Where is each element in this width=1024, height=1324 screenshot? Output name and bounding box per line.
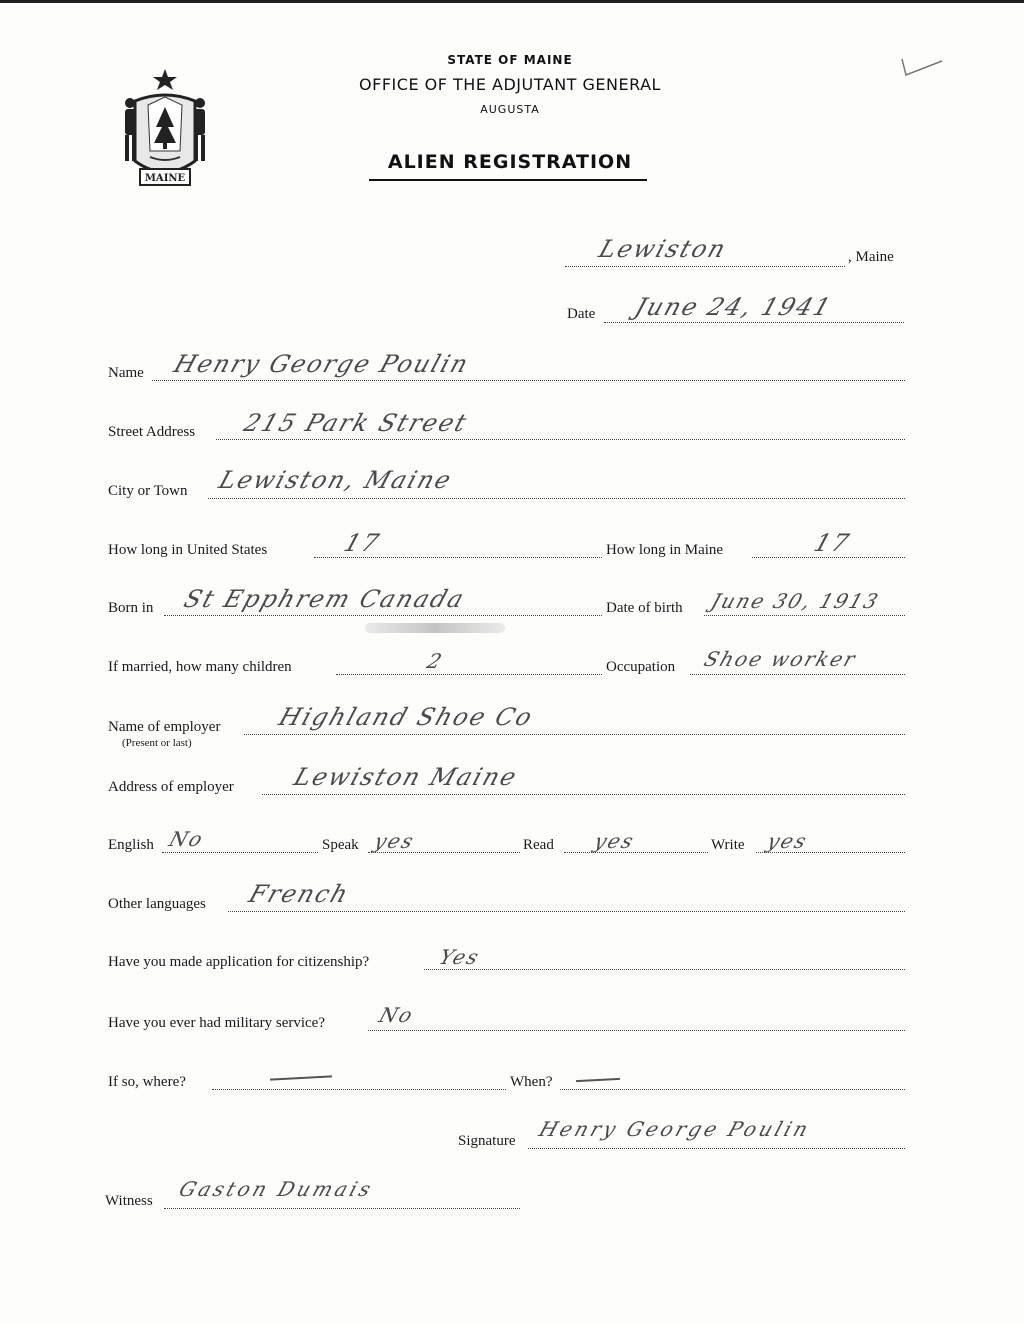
date-label: Date (567, 306, 596, 322)
when-line (560, 1089, 905, 1090)
check-mark-icon (898, 55, 946, 79)
citizenship-label: Have you made application for citizenship? (108, 954, 370, 970)
read-line (564, 852, 708, 853)
date-value: June 24, 1941 (631, 293, 836, 321)
signature-line (528, 1148, 905, 1149)
employer-address-label: Address of employer (108, 779, 234, 795)
children-line (336, 674, 602, 675)
signature-value: Henry George Poulin (536, 1117, 814, 1141)
name-value: Henry George Poulin (170, 350, 474, 378)
other-languages-value: French (245, 880, 354, 908)
witness-value: Gaston Dumais (176, 1177, 377, 1201)
english-value: No (166, 827, 208, 851)
date-of-birth-value: June 30, 1913 (708, 589, 883, 613)
read-label: Read (523, 837, 554, 853)
citizenship-value: Yes (436, 945, 484, 969)
how-long-us-label: How long in United States (108, 542, 268, 558)
header-city: AUGUSTA (480, 103, 540, 116)
header-office: OFFICE OF THE ADJUTANT GENERAL (359, 75, 661, 94)
street-address-label: Street Address (108, 424, 196, 440)
date-of-birth-label: Date of birth (606, 600, 683, 616)
witness-line (164, 1208, 520, 1209)
occupation-line (690, 674, 905, 675)
employer-name-label: Name of employer (108, 719, 221, 735)
english-line (162, 852, 318, 853)
street-address-value: 215 Park Street (240, 409, 472, 437)
employer-name-line (244, 734, 905, 735)
speak-label: Speak (322, 837, 359, 853)
title-underline (369, 179, 647, 181)
if-so-where-dash (270, 1075, 332, 1080)
location-state-label: , Maine (848, 249, 894, 265)
form-title: ALIEN REGISTRATION (387, 151, 633, 173)
if-so-where-line (212, 1089, 506, 1090)
witness-label: Witness (105, 1193, 153, 1209)
how-long-maine-value: 17 (810, 529, 855, 557)
how-long-us-line (314, 557, 602, 558)
occupation-value: Shoe worker (701, 647, 860, 671)
children-label: If married, how many children (108, 659, 292, 675)
when-label: When? (510, 1074, 553, 1090)
military-value: No (376, 1003, 418, 1027)
city-line (208, 498, 905, 499)
how-long-us-value: 17 (340, 529, 385, 557)
name-line (152, 380, 905, 381)
employer-name-sublabel: (Present or last) (122, 737, 192, 749)
header-state: STATE OF MAINE (447, 53, 573, 67)
employer-address-line (262, 794, 905, 795)
how-long-maine-line (752, 557, 905, 558)
location-line (565, 266, 845, 267)
svg-text:MAINE: MAINE (144, 173, 186, 184)
write-label: Write (711, 837, 745, 853)
read-value: yes (591, 829, 639, 853)
date-line (604, 322, 904, 323)
citizenship-line (424, 969, 905, 970)
born-in-value: St Epphrem Canada (180, 585, 470, 613)
english-label: English (108, 837, 154, 853)
when-dash (576, 1078, 620, 1082)
how-long-maine-label: How long in Maine (606, 542, 724, 558)
name-label: Name (108, 365, 144, 381)
city-value: Lewiston, Maine (215, 466, 457, 494)
maine-state-seal-icon (110, 65, 220, 193)
born-in-line (164, 615, 602, 616)
occupation-label: Occupation (606, 659, 676, 675)
military-label: Have you ever had military service? (108, 1015, 325, 1031)
write-value: yes (764, 829, 812, 853)
employer-name-value: Highland Shoe Co (275, 703, 538, 731)
signature-label: Signature (458, 1133, 516, 1149)
date-of-birth-line (704, 615, 905, 616)
military-line (368, 1030, 905, 1031)
location-value: Lewiston (595, 235, 731, 263)
employer-address-value: Lewiston Maine (290, 763, 522, 791)
children-value: 2 (424, 649, 447, 673)
speak-value: yes (371, 829, 419, 853)
other-languages-label: Other languages (108, 896, 206, 912)
city-label: City or Town (108, 483, 188, 499)
street-address-line (216, 439, 905, 440)
born-in-label: Born in (108, 600, 154, 616)
ink-smudge (365, 623, 505, 633)
other-languages-line (228, 911, 905, 912)
if-so-where-label: If so, where? (108, 1074, 186, 1090)
